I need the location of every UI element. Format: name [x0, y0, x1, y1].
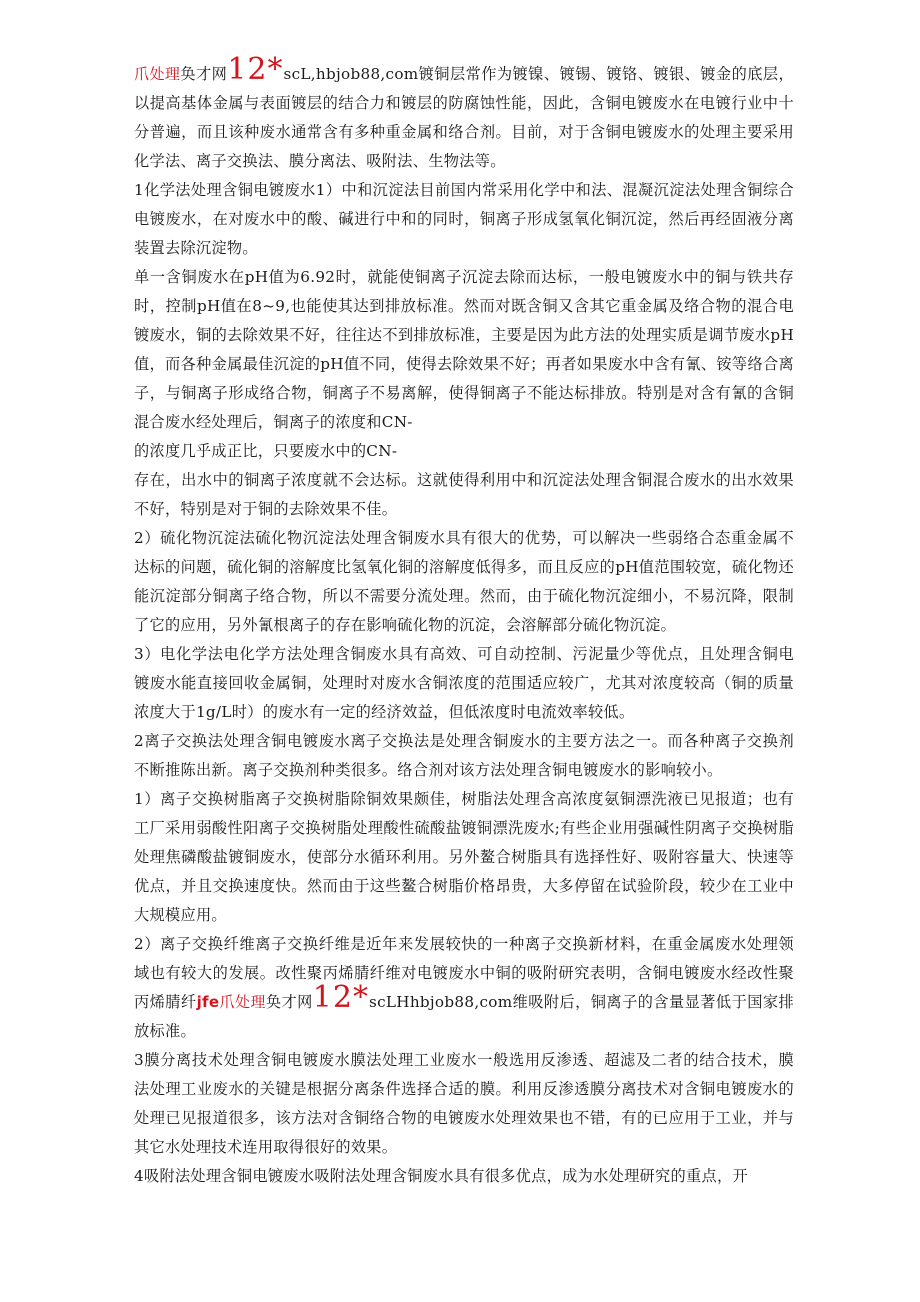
paragraph-ion-exchange-fiber	[134, 930, 794, 1046]
watermark-prefix-bold: jfe	[196, 993, 220, 1011]
watermark-url-2: scLHhbjob88,com	[368, 993, 513, 1011]
watermark-big-text-2: 12*	[312, 980, 369, 1015]
watermark-url: scL,hbjob88,com	[283, 65, 419, 83]
paragraph-sulfide-method: 2）硫化物沉淀法硫化物沉淀法处理含铜废水具有很大的优势，可以解决一些弱络合态重金属不达标的问题，硫化铜的溶解度比氢氧化铜的溶解度低得多，而且反应的pH值范围较宽，硫化物还能沉淀部分铜离子络合物，所以不需要分流处理。然而，由于硫化物沉淀细小，不易沉降，限制了它的应用，另外氰根离子的存在影响硫化物的沉淀，会溶解部分硫化物沉淀。	[134, 529, 794, 634]
watermark-big-text: 12*	[227, 52, 284, 87]
watermark-label: 奂才网	[180, 65, 228, 83]
paragraph-adsorption: 4吸附法处理含铜电镀废水吸附法处理含铜废水具有很多优点，成为水处理研究的重点，开	[134, 1167, 748, 1185]
watermark-prefix-2: 爪处理	[219, 993, 266, 1011]
paragraph-ion-exchange: 2离子交换法处理含铜电镀废水离子交换法是处理含铜废水的主要方法之一。而各种离子交换剂不断推陈出新。离子交换剂种类很多。络合剂对该方法处理含铜电镀废水的影响较小。	[134, 732, 794, 779]
paragraph-fiber-text-b: 维吸附后，铜离子的含量显著低于国家排放标准。	[134, 993, 794, 1040]
watermark-prefix: 爪处理	[134, 65, 181, 83]
paragraph-cn-exists: 存在，出水中的铜离子浓度就不会达标。这就使得利用中和沉淀法处理含铜混合废水的出水效果不好，特别是对于铜的去除效果不佳。	[134, 471, 794, 518]
paragraph-single-copper: 单一含铜废水在pH值为6.92时，就能使铜离子沉淀去除而达标，一般电镀废水中的铜与铁共存时，控制pH值在8~9,也能使其达到排放标准。然而对既含铜又含其它重金属及络合物的混合电镀废水，铜的去除效果不好，往往达不到排放标准，主要是因为此方法的处理实质是调节废水pH值，而各种金属最佳沉淀的pH值不同，使得去除效果不好；再者如果废水中含有氰、铵等络合离子，与铜离子形成络合物，铜离子不易离解，使得铜离子不能达标排放。特别是对含有氰的含铜混合废水经处理后，铜离子的浓度和CN-	[134, 268, 794, 431]
document-body	[134, 52, 794, 1191]
paragraph-electrochemical: 3）电化学法电化学方法处理含铜废水具有高效、可自动控制、污泥量少等优点，且处理含铜电镀废水能直接回收金属铜，处理时对废水含铜浓度的范围适应较广，尤其对浓度较高（铜的质量浓度大于1g/L时）的废水有一定的经济效益，但低浓度时电流效率较低。	[134, 645, 794, 721]
paragraph-fiber-text-a: 2）离子交换纤维离子交换纤维是近年来发展较快的一种离子交换新材料，在重金属废水处理领域也有较大的发展。改性聚丙烯腈纤维对电镀废水中铜的吸附研究表明，含铜电镀废水经改性聚丙烯腈纤	[134, 935, 794, 1011]
paragraph-chemical-method: 1化学法处理含铜电镀废水1）中和沉淀法目前国内常采用化学中和法、混凝沉淀法处理含铜综合电镀废水，在对废水中的酸、碱进行中和的同时，铜离子形成氢氧化铜沉淀，然后再经固液分离装置去除沉淀物。	[134, 181, 794, 257]
paragraph-intro	[134, 52, 794, 176]
paragraph-intro-text: 镀铜层常作为镀镍、镀锡、镀铬、镀银、镀金的底层，以提高基体金属与表面镀层的结合力和镀层的防腐蚀性能，因此，含铜电镀废水在电镀行业中十分普遍，而且该种废水通常含有多种重金属和络合剂。目前，对于含铜电镀废水的处理主要采用化学法、离子交换法、膜分离法、吸附法、生物法等。	[134, 65, 794, 170]
paragraph-ion-exchange-resin: 1）离子交换树脂离子交换树脂除铜效果颇佳，树脂法处理含高浓度氨铜漂洗液已见报道；也有工厂采用弱酸性阳离子交换树脂处理酸性硫酸盐镀铜漂洗废水;有些企业用强碱性阴离子交换树脂处理焦磷酸盐镀铜废水，使部分水循环利用。另外鳌合树脂具有选择性好、吸附容量大、快速等优点，并且交换速度快。然而由于这些鳌合树脂价格昂贵，大多停留在试验阶段，较少在工业中大规模应用。	[134, 790, 794, 924]
paragraph-membrane: 3膜分离技术处理含铜电镀废水膜法处理工业废水一般选用反渗透、超滤及二者的结合技术，膜法处理工业废水的关键是根据分离条件选择合适的膜。利用反渗透膜分离技术对含铜电镀废水的处理已见报道很多，该方法对含铜络合物的电镀废水处理效果也不错，有的已应用于工业，并与其它水处理技术连用取得很好的效果。	[134, 1051, 794, 1156]
watermark-label-2: 奂才网	[265, 993, 313, 1011]
paragraph-cn-concentration: 的浓度几乎成正比，只要废水中的CN-	[134, 442, 398, 460]
